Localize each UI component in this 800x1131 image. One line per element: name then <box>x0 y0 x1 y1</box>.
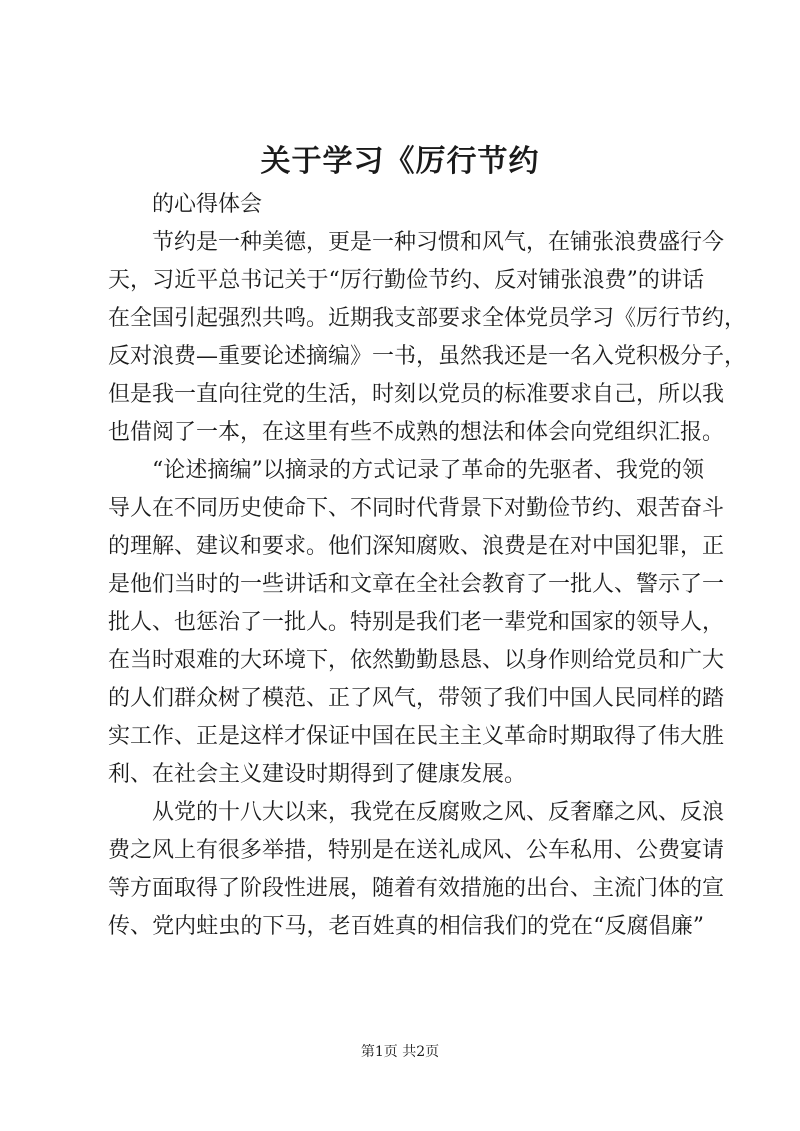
body-line: 反对浪费—重要论述摘编》一书，虽然我还是一名入党积极分子， <box>108 344 747 369</box>
body-line: 利、在社会主义建设时期得到了健康发展。 <box>108 762 527 787</box>
body-line: 但是我一直向往党的生活，时刻以党员的标准要求自己，所以我 <box>108 382 725 407</box>
body-line: 是他们当时的一些讲话和文章在全社会教育了一批人、警示了一 <box>108 572 725 597</box>
body-line: 批人、也惩治了一批人。特别是我们老一辈党和国家的领导人， <box>108 610 725 635</box>
document-body <box>108 186 747 946</box>
body-line: 导人在不同历史使命下、不同时代背景下对勤俭节约、艰苦奋斗 <box>108 496 725 521</box>
page-footer: 第1页 共2页 <box>360 1044 440 1060</box>
body-line: 节约是一种美德，更是一种习惯和风气，在铺张浪费盛行今 <box>152 230 725 255</box>
body-line: 等方面取得了阶段性进展，随着有效措施的出台、主流门体的宣 <box>108 876 725 901</box>
body-line: “论述摘编”以摘录的方式记录了革命的先驱者、我党的领 <box>152 458 704 483</box>
body-line: 天，习近平总书记关于“厉行勤俭节约、反对铺张浪费”的讲话 <box>108 268 704 293</box>
body-line: 从党的十八大以来，我党在反腐败之风、反奢靡之风、反浪 <box>152 800 725 825</box>
body-line: 的人们群众树了模范、正了风气，带领了我们中国人民同样的踏 <box>108 686 725 711</box>
page-title: 关于学习《厉行节约 <box>260 144 540 179</box>
body-line: 的心得体会 <box>152 192 263 217</box>
body-line: 费之风上有很多举措，特别是在送礼成风、公车私用、公费宴请 <box>108 838 725 863</box>
body-line: 在全国引起强烈共鸣。近期我支部要求全体党员学习《厉行节约， <box>108 306 747 331</box>
body-line: 实工作、正是这样才保证中国在民主主义革命时期取得了伟大胜 <box>108 724 725 749</box>
body-line: 也借阅了一本，在这里有些不成熟的想法和体会向党组织汇报。 <box>108 420 725 445</box>
body-line: 在当时艰难的大环境下，依然勤勤恳恳、以身作则给党员和广大 <box>108 648 725 673</box>
body-line: 的理解、建议和要求。他们深知腐败、浪费是在对中国犯罪，正 <box>108 534 725 559</box>
body-line: 传、党内蛀虫的下马，老百姓真的相信我们的党在“反腐倡廉” <box>108 914 704 939</box>
